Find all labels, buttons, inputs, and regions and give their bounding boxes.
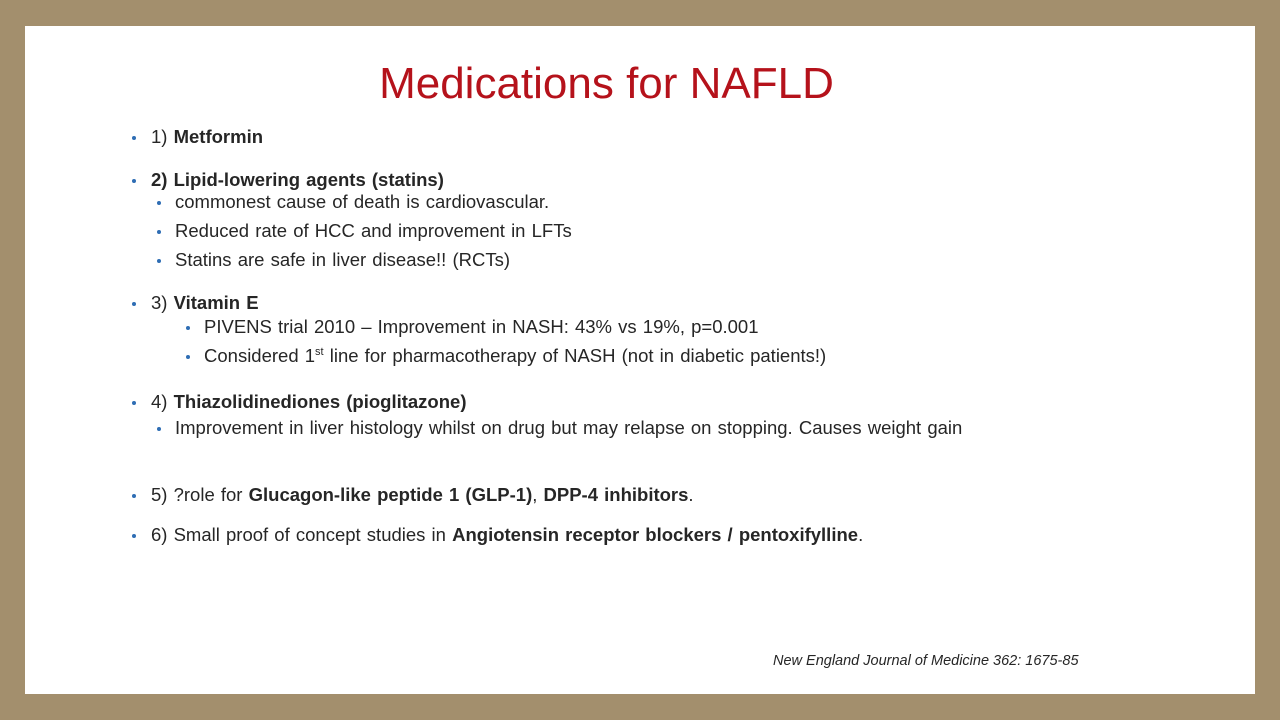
sub-item-text: Considered 1 <box>204 345 316 366</box>
sub-bullet-icon <box>157 259 161 263</box>
citation: New England Journal of Medicine 362: 1675-85 <box>773 653 1079 669</box>
item-number: 4) <box>151 391 174 412</box>
item-text: . <box>858 524 864 545</box>
sub-item: PIVENS trial 2010 – Improvement in NASH: 43% vs 19%, p=0.001 <box>204 316 759 337</box>
item-statins <box>151 168 444 191</box>
sub-bullet-icon <box>186 355 190 359</box>
item-thiazolidinediones <box>151 390 466 413</box>
item-heading: Angiotensin receptor blockers / pentoxifylline <box>452 524 859 545</box>
item-number: 1) <box>151 126 174 147</box>
item-heading: Glucagon-like peptide 1 (GLP-1) <box>248 484 533 505</box>
item-glp1 <box>151 483 694 506</box>
item-text: , <box>532 484 544 505</box>
item-heading: Thiazolidinediones (pioglitazone) <box>173 391 467 412</box>
superscript: st <box>315 345 324 358</box>
bullet-icon <box>132 494 136 498</box>
bullet-icon <box>132 401 136 405</box>
bullet-icon <box>132 179 136 183</box>
item-metformin <box>151 125 263 148</box>
sub-item <box>204 344 826 367</box>
item-heading: 2) Lipid-lowering agents (statins) <box>151 169 444 190</box>
sub-item: commonest cause of death is cardiovascular. <box>175 191 550 212</box>
sub-bullet-icon <box>157 201 161 205</box>
sub-item: Reduced rate of HCC and improvement in LFTs <box>175 220 572 241</box>
item-text: . <box>688 484 694 505</box>
item-vitamin-e <box>151 291 259 314</box>
item-arb <box>151 523 863 546</box>
bullet-icon <box>132 534 136 538</box>
sub-bullet-icon <box>186 326 190 330</box>
item-text: 5) ?role for <box>151 484 249 505</box>
sub-bullet-icon <box>157 427 161 431</box>
item-heading: Vitamin E <box>173 292 259 313</box>
slide <box>25 26 1255 694</box>
bullet-icon <box>132 302 136 306</box>
sub-item: Improvement in liver histology whilst on drug but may relapse on stopping. Causes weight gain <box>175 417 963 438</box>
item-heading: DPP-4 inhibitors <box>543 484 689 505</box>
item-number: 3) <box>151 292 174 313</box>
bullet-icon <box>132 136 136 140</box>
sub-item: Statins are safe in liver disease!! (RCTs) <box>175 249 511 270</box>
sub-item-text: line for pharmacotherapy of NASH (not in diabetic patients!) <box>323 345 827 366</box>
item-heading: Metformin <box>173 126 264 147</box>
sub-bullet-icon <box>157 230 161 234</box>
item-text: 6) Small proof of concept studies in <box>151 524 453 545</box>
slide-title: Medications for NAFLD <box>379 59 834 108</box>
